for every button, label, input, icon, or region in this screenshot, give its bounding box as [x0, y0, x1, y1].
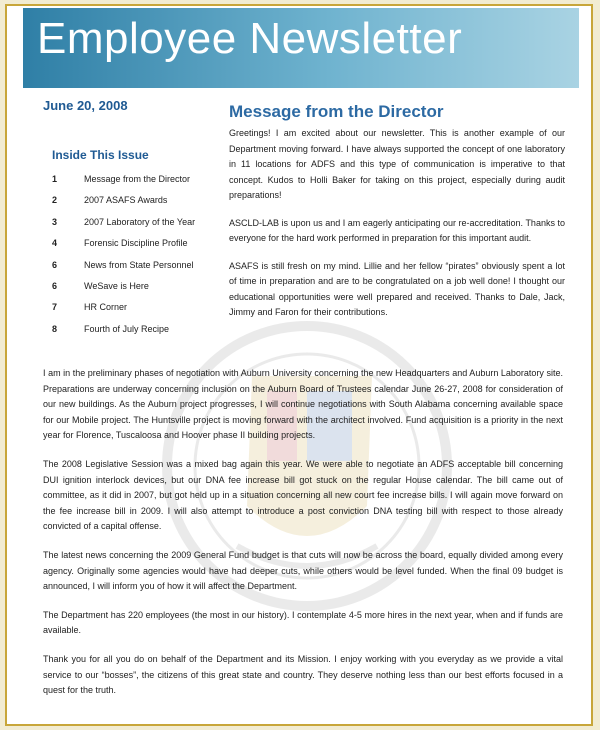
issue-date: June 20, 2008 — [43, 98, 128, 113]
toc-page-number: 4 — [52, 238, 58, 249]
toc-page-number: 8 — [52, 323, 58, 334]
toc-label: Forensic Discipline Profile — [84, 238, 188, 249]
director-paragraph: Greetings! I am excited about our newsletter. This is another example of our Department moving forward. I have always supported the concept of one laboratory in 11 locations for ADFS and this type of communication is imperative to that concept. Kudos to Holli Baker for taking on this project, especially during audit preparations! — [229, 128, 565, 200]
toc-page-number: 1 — [52, 174, 58, 184]
header-banner — [23, 8, 579, 88]
toc-label: News from State Personnel — [84, 259, 194, 270]
toc-label: Fourth of July Recipe — [84, 323, 170, 334]
toc-item[interactable] — [52, 281, 232, 302]
body-paragraph: Thank you for all you do on behalf of the Department and its Mission. I enjoy working with you everyday as we provide a vital service to our “bosses”, the citizens of this great state and country. They deserve nothing less than our best efforts focused in a quest for the truth. — [43, 653, 563, 696]
toc-label: WeSave is Here — [84, 280, 149, 291]
body-paragraph: The latest news concerning the 2009 General Fund budget is that cuts will now be across the board, equally divided among every agency. Originally some agencies would have had deeper cuts, while others would be level funded. When the final 09 budget is announced, I will inform you of how it will affect the Department. — [43, 549, 563, 592]
toc-label: Message from the Director — [84, 174, 191, 184]
toc-label: 2007 Laboratory of the Year — [84, 216, 196, 227]
toc-page-number: 2 — [52, 195, 58, 206]
toc-item[interactable] — [52, 195, 232, 216]
newsletter-title: Employee Newsletter — [37, 14, 463, 63]
body-text — [43, 366, 563, 712]
director-paragraph: ASCLD-LAB is upon us and I am eagerly anticipating our re-accreditation. Thanks to everyone for the hard work performed in preparation for this important audit. — [229, 217, 565, 243]
toc-page-number: 3 — [52, 216, 58, 227]
toc-item[interactable] — [52, 238, 232, 259]
toc-label: 2007 ASAFS Awards — [84, 195, 168, 206]
toc-page-number: 6 — [52, 259, 58, 270]
toc-item[interactable] — [52, 174, 232, 195]
director-message-heading: Message from the Director — [229, 102, 444, 121]
page-frame — [5, 4, 593, 726]
body-paragraph: I am in the preliminary phases of negotiation with Auburn University concerning the new Headquarters and Auburn Laboratory site. Preparations are underway concerning inclusion on the Auburn Board of Trustees calendar June 26-27, 2008 for consideration of our new buildings. As the Auburn project progresses, I will continue negotiations with South Alabama concerning available space for our Mobile project. The Huntsville project is moving forward with the architect involved. Fund acquisition is a priority in the next year for Florence, Tuscaloosa and Hoover phase II building projects. — [43, 368, 563, 441]
body-paragraph: The 2008 Legislative Session was a mixed bag again this year. We were able to negotiate an ADFS acceptable bill concerning DUI ignition interlock devices, but our DNA fee increase bill got stuck on the regular House calendar. The bill came out of committee, as it did in 2007, but got held up in a situation concerning all new court fee increase bills. I will again move forward on the fee increase bill in 2009. I will also attempt to introduce a post conviction DNA testing bill with respect to those already convicted of a capital offense. — [43, 458, 563, 532]
director-paragraph: ASAFS is still fresh on my mind. Lillie and her fellow “pirates” obviously spent a lot of time in preparation and are to be congratulated on a job well done! I thought our educational opportunities were well prepared and received. Thanks to Dale, Jack, Jimmy and Faron for their contributions. — [229, 260, 565, 317]
toc-label: HR Corner — [84, 302, 128, 313]
inside-this-issue-heading: Inside This Issue — [52, 148, 149, 162]
body-paragraph: The Department has 220 employees (the most in our history). I contemplate 4-5 more hires in the next year, when and if funds are available. — [43, 609, 563, 636]
toc-item[interactable] — [52, 217, 232, 238]
toc-page-number: 7 — [52, 302, 58, 313]
toc-item[interactable] — [52, 260, 232, 281]
toc-page-number: 6 — [52, 280, 58, 291]
director-message — [229, 126, 565, 333]
